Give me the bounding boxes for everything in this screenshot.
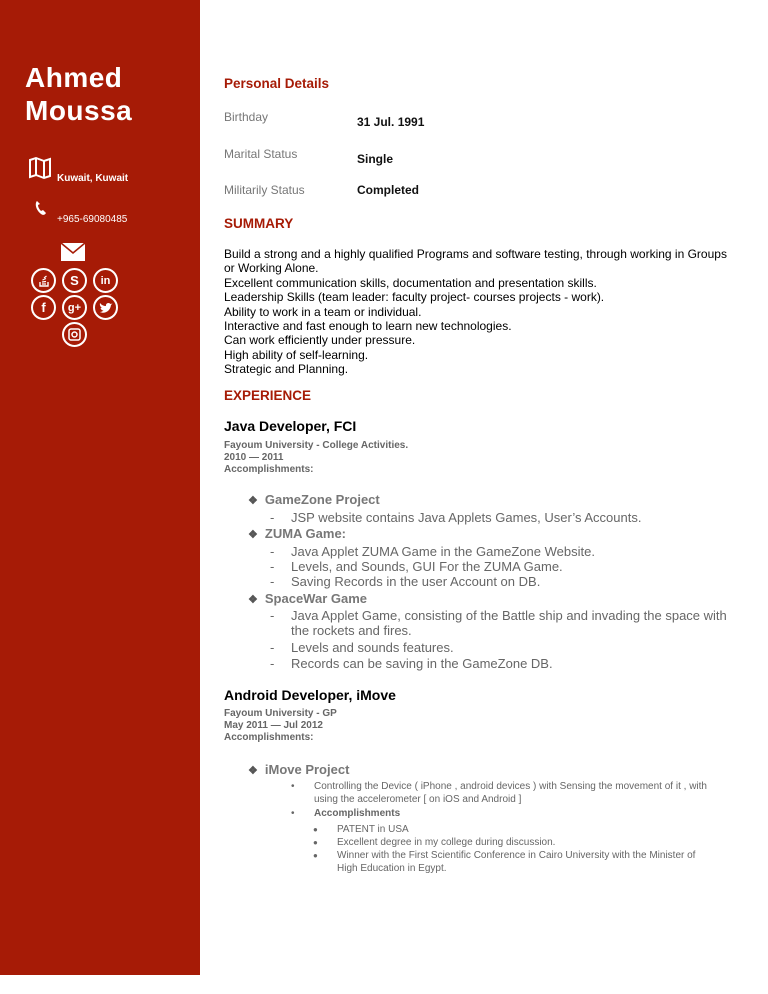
- sidebar: [0, 0, 200, 975]
- google-plus-icon[interactable]: g+: [62, 295, 87, 320]
- summary-line: Build a strong and a highly qualified Programs and software testing, through working in Groups: [224, 247, 727, 261]
- job-accomplishments-label: Accomplishments:: [224, 464, 314, 475]
- project-detail: - JSP website contains Java Applets Games, User’s Accounts.: [270, 510, 642, 525]
- job-org: Fayoum University - GP: [224, 708, 337, 719]
- map-icon: [28, 156, 52, 185]
- bullet-item: • Controlling the Device ( iPhone , android devices ) with Sensing the movement of it , with using the accelerometer [ on iOS and Android ]: [291, 781, 707, 805]
- job-title: Java Developer, FCI: [224, 418, 357, 434]
- diamond-bullet-icon: ❖: [248, 594, 258, 606]
- military-status-label: Militarily Status: [224, 183, 305, 197]
- sub-bullet-item: ● Winner with the First Scientific Conference in Cairo University with the Minister of High Education in Egypt.: [313, 850, 696, 874]
- summary-line: or Working Alone.: [224, 261, 319, 276]
- candidate-name: [25, 61, 132, 127]
- summary-line: Ability to work in a team or individual.: [224, 304, 422, 319]
- bullet-item: • Accomplishments: [291, 808, 401, 819]
- diamond-bullet-icon: ❖: [248, 529, 258, 541]
- project-title: ❖ SpaceWar Game: [248, 591, 367, 606]
- job-dates: May 2011 — Jul 2012: [224, 720, 323, 731]
- summary-heading: SUMMARY: [224, 216, 294, 231]
- project-detail: - Levels and sounds features.: [270, 640, 454, 655]
- job-meta: [224, 708, 337, 744]
- job-accomplishments-label: Accomplishments:: [224, 732, 314, 743]
- job-meta: [224, 440, 408, 476]
- project-title: ❖ ZUMA Game:: [248, 526, 347, 541]
- job-title: Android Developer, iMove: [224, 687, 396, 703]
- birthday-value: 31 Jul. 1991: [357, 115, 425, 129]
- experience-heading: EXPERIENCE: [224, 388, 312, 403]
- project-detail: - Java Applet Game, consisting of the Battle ship and invading the space with the rockets and fires.: [270, 608, 727, 638]
- project-detail: - Levels, and Sounds, GUI For the ZUMA Game.: [270, 559, 563, 574]
- military-status-value: Completed: [357, 183, 420, 197]
- summary-line: Interactive and fast enough to learn new technologies.: [224, 319, 512, 334]
- instagram-icon[interactable]: [62, 322, 87, 347]
- facebook-icon[interactable]: f: [31, 295, 56, 320]
- first-name: Ahmed: [25, 62, 123, 93]
- phone-text: +965-69080485: [57, 214, 128, 225]
- project-detail: - Saving Records in the user Account on DB.: [270, 574, 541, 589]
- linkedin-icon[interactable]: in: [93, 268, 118, 293]
- stack-overflow-icon[interactable]: [31, 268, 56, 293]
- sub-bullet-item: ● Excellent degree in my college during discussion.: [313, 837, 556, 848]
- summary-line: High ability of self-learning.: [224, 347, 369, 362]
- diamond-bullet-icon: ❖: [248, 495, 258, 507]
- location-text: Kuwait, Kuwait: [57, 173, 129, 184]
- summary-line: Strategic and Planning.: [224, 362, 349, 377]
- skype-icon[interactable]: S: [62, 268, 87, 293]
- project-detail: - Records can be saving in the GameZone DB.: [270, 656, 553, 671]
- personal-details-heading: Personal Details: [224, 76, 330, 91]
- birthday-label: Birthday: [224, 110, 269, 124]
- sub-bullet-item: ● PATENT in USA: [313, 824, 409, 835]
- summary-line: Can work efficiently under pressure.: [224, 333, 416, 348]
- project-title: ❖ iMove Project: [248, 762, 350, 777]
- diamond-bullet-icon: ❖: [248, 765, 258, 777]
- twitter-icon[interactable]: [93, 295, 118, 320]
- project-title: ❖ GameZone Project: [248, 492, 380, 507]
- summary-line: Excellent communication skills, documentation and presentation skills.: [224, 275, 597, 290]
- job-org: Fayoum University - College Activities.: [224, 440, 409, 451]
- email-icon[interactable]: [60, 242, 86, 267]
- project-detail: - Java Applet ZUMA Game in the GameZone Website.: [270, 544, 595, 559]
- last-name: Moussa: [25, 95, 133, 126]
- job-dates: 2010 — 2011: [224, 452, 284, 463]
- summary-line: Leadership Skills (team leader: faculty project- courses projects - work).: [224, 290, 605, 305]
- phone-icon: [34, 200, 48, 221]
- marital-status-value: Single: [357, 152, 394, 166]
- summary-text: [224, 247, 762, 377]
- marital-status-label: Marital Status: [224, 147, 298, 161]
